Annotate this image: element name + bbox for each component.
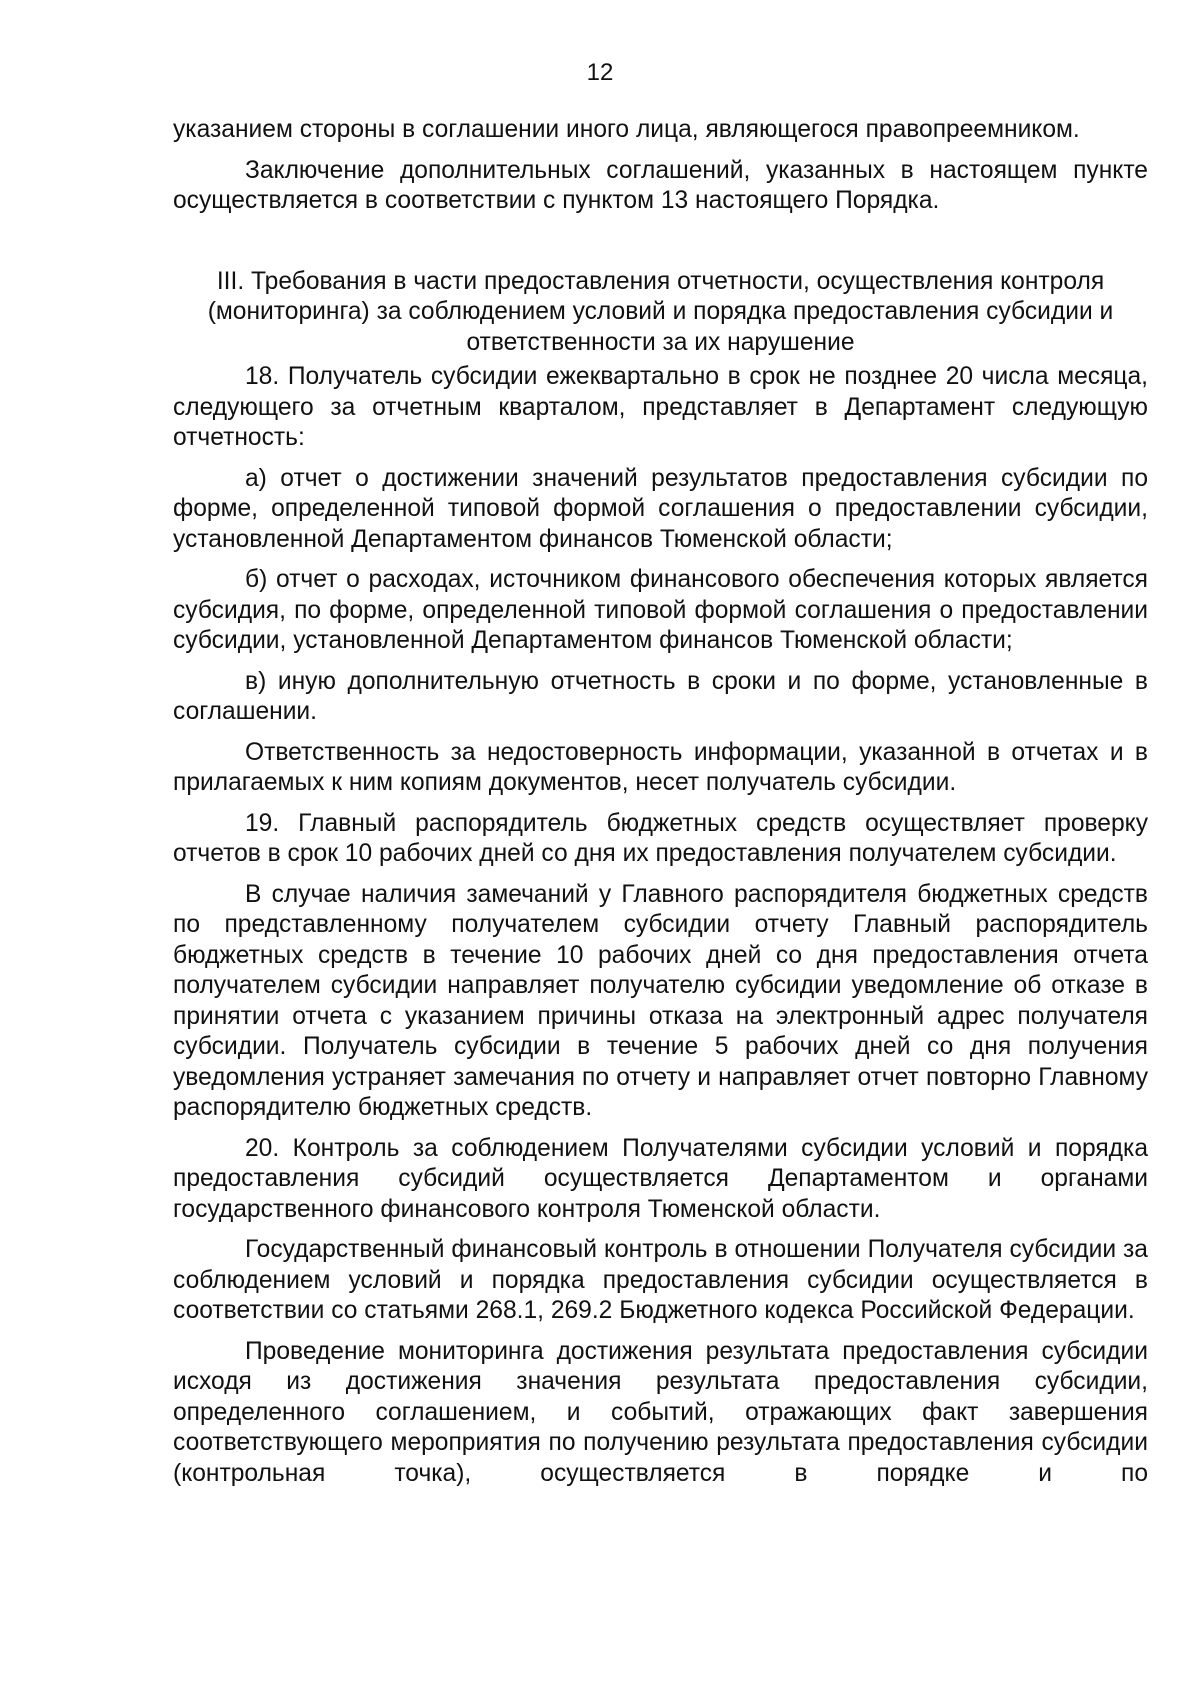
paragraph-monitoring: Проведение мониторинга достижения результата предоставления субсидии исходя из достижения значения результата предоставления субсидии, определенного соглашением, и событий, отражающих факт завершения соответствующего мероприятия по получению результата предоставления субсидии (контрольная точка), осуществляется в порядке и по — [173, 1337, 1148, 1487]
paragraph-additional-agreements: Заключение дополнительных соглашений, указанных в настоящем пункте осуществляется в соответствии с пунктом 13 настоящего Порядка. — [173, 156, 1148, 214]
section-heading: III. Требования в части предоставления отчетности, осуществления контроля (мониторинга) за соблюдением условий и порядка предоставления субсидии и ответственности за их нарушение — [207, 267, 1114, 356]
paragraph-19-remarks: В случае наличия замечаний у Главного распорядителя бюджетных средств по представленному получателем субсидии отчету Главный распорядитель бюджетных средств в течение 10 рабочих дней со дня предоставления отчета получателем субсидии направляет получателю субсидии уведомление об отказе в принятии отчета с указанием причины отказа на электронный адрес получателя субсидии. Получатель субсидии в течение 5 рабочих дней со дня получения уведомления устраняет замечания по отчету и направляет отчет повторно Главному распорядителю бюджетных средств. — [173, 880, 1148, 1121]
paragraph-18-a: а) отчет о достижении значений результатов предоставления субсидии по форме, определенной типовой формой соглашения о предоставлении субсидии, установленной Департаментом финансов Тюменской области; — [173, 464, 1148, 553]
document-body — [173, 115, 1148, 1499]
page-number: 12 — [586, 59, 614, 86]
paragraph-continuation: указанием стороны в соглашении иного лица, являющегося правопреемником. — [173, 116, 1080, 143]
paragraph-20: 20. Контроль за соблюдением Получателями субсидии условий и порядка предоставления субсидий осуществляется Департаментом и органами государственного финансового контроля Тюменской области. — [173, 1134, 1148, 1223]
paragraph-18-b: б) отчет о расходах, источником финансового обеспечения которых является субсидия, по форме, определенной типовой формой соглашения о предоставлении субсидии, установленной Департаментом финансов Тюменской области; — [173, 566, 1148, 654]
paragraph-19: 19. Главный распорядитель бюджетных средств осуществляет проверку отчетов в срок 10 рабочих дней со дня их предоставления получателем субсидии. — [173, 809, 1148, 867]
paragraph-state-control: Государственный финансовый контроль в отношении Получателя субсидии за соблюдением условий и порядка предоставления субсидии осуществляется в соответствии со статьями 268.1, 269.2 Бюджетного кодекса Российской Федерации. — [173, 1236, 1148, 1324]
paragraph-responsibility: Ответственность за недостоверность информации, указанной в отчетах и в прилагаемых к ним копиям документов, несет получатель субсидии. — [173, 738, 1148, 796]
paragraph-18: 18. Получатель субсидии ежеквартально в срок не позднее 20 числа месяца, следующего за отчетным кварталом, представляет в Департамент следующую отчетность: — [173, 363, 1148, 451]
paragraph-18-v: в) иную дополнительную отчетность в сроки и по форме, установленные в соглашении. — [173, 667, 1148, 725]
